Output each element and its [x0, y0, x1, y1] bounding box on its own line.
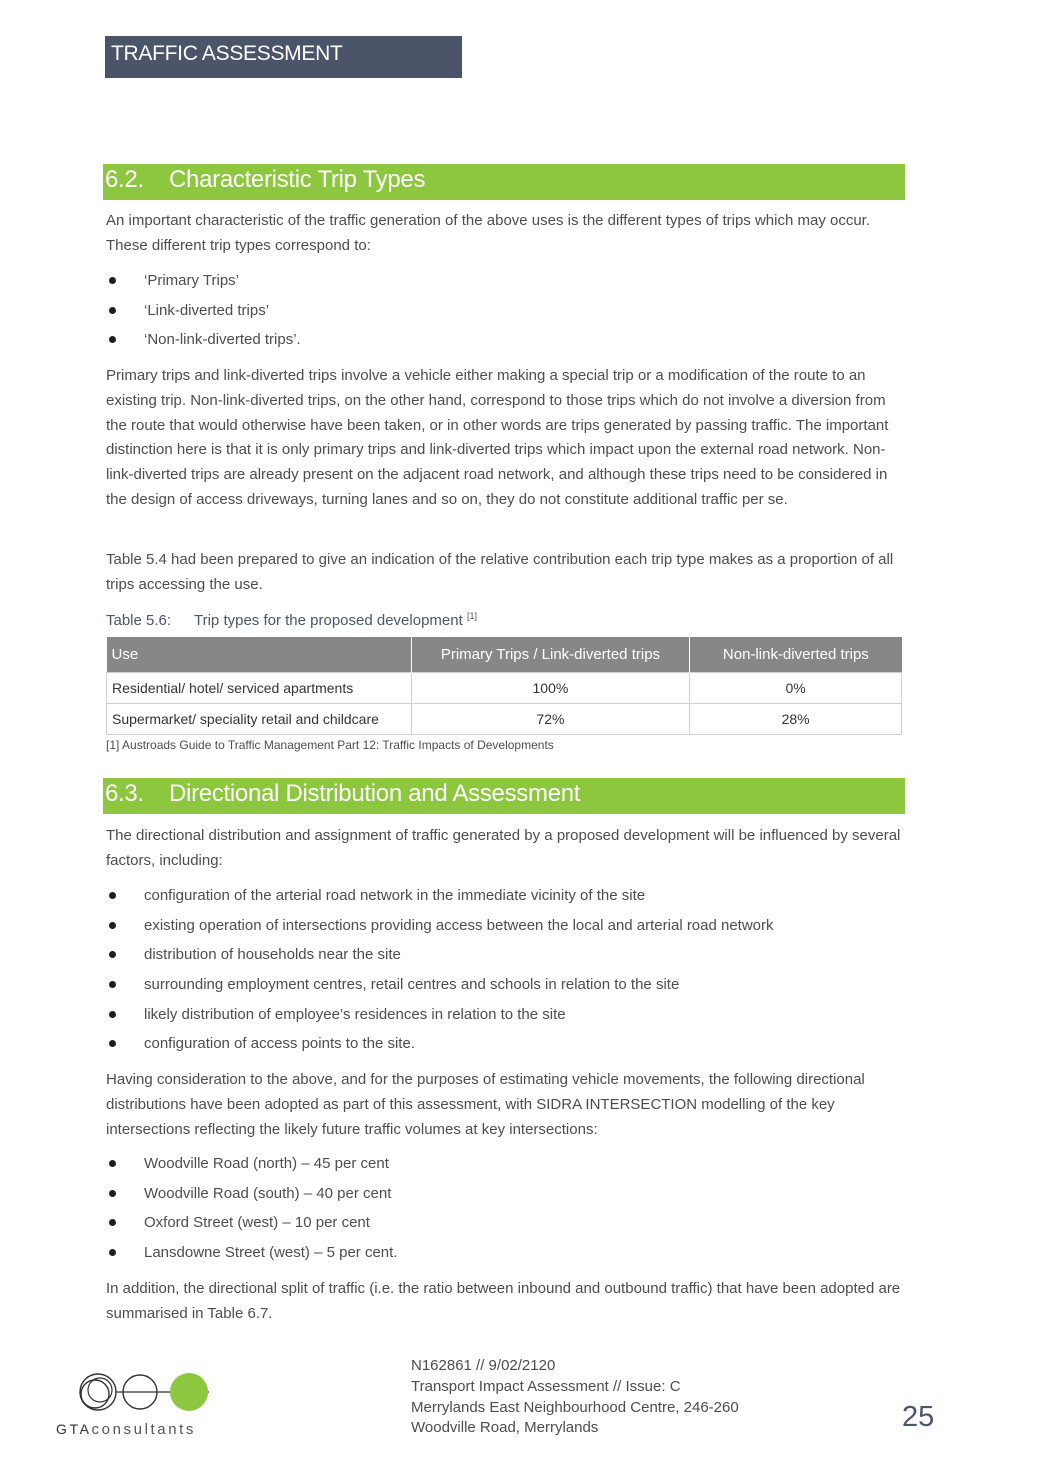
list-item-text: configuration of access points to the site. — [144, 1035, 415, 1053]
section-number: 6.3. — [105, 780, 144, 807]
list-item-text: Woodville Road (south) – 40 per cent — [144, 1184, 392, 1202]
list-item-text: Lansdowne Street (west) – 5 per cent. — [144, 1244, 398, 1262]
footer-line: Woodville Road, Merrylands — [411, 1419, 599, 1437]
column-header-use: Use — [107, 637, 412, 673]
list-item — [106, 886, 906, 916]
list-item-text: existing operation of intersections providing access between the local and arterial road network — [144, 916, 774, 934]
table-cell: 72% — [411, 704, 690, 735]
table-caption-number: Table 5.6: — [106, 612, 172, 629]
table-cell: 28% — [690, 704, 902, 735]
page-number: 25 — [902, 1401, 935, 1433]
table-row — [107, 673, 902, 704]
list-item — [106, 271, 906, 301]
column-header-non-link: Non-link-diverted trips — [690, 637, 902, 673]
list-item-text: likely distribution of employee’s residences in relation to the site — [144, 1005, 566, 1023]
section-heading-6-3 — [103, 778, 905, 814]
list-item — [106, 1184, 906, 1214]
table-caption-title: Trip types for the proposed development — [194, 612, 463, 629]
section-number: 6.2. — [105, 166, 144, 193]
bullet-icon — [109, 922, 116, 929]
list-item — [106, 1005, 906, 1035]
list-item — [106, 975, 906, 1005]
section-title: Characteristic Trip Types — [169, 166, 426, 193]
list-item — [106, 1154, 906, 1184]
list-item-text: ‘Link-diverted trips’ — [144, 301, 270, 319]
list-item-text: surrounding employment centres, retail centres and schools in relation to the site — [144, 976, 680, 994]
table-cell: Supermarket/ speciality retail and childcare — [107, 704, 412, 735]
paragraph: An important characteristic of the traffic generation of the above uses is the different types of trips which may occur. These different trip types correspond to: — [106, 212, 871, 254]
logo-wordmark-light: consultants — [91, 1421, 197, 1438]
footer-line: N162861 // 9/02/2120 — [411, 1357, 556, 1374]
list-item-text: ‘Primary Trips’ — [144, 272, 240, 289]
list-item — [106, 945, 906, 975]
table-cell: 100% — [411, 673, 690, 704]
list-item — [106, 1243, 906, 1273]
list-item-text: distribution of households near the site — [144, 946, 401, 964]
document-header — [105, 36, 462, 78]
factors-list — [106, 886, 906, 1064]
bullet-icon — [109, 277, 116, 284]
bullet-icon — [109, 336, 116, 343]
bullet-icon — [109, 307, 116, 314]
table-row — [107, 704, 902, 735]
logo-wordmark-bold: GTA — [56, 1421, 92, 1437]
column-header-primary: Primary Trips / Link-diverted trips — [411, 637, 690, 673]
list-item-text: configuration of the arterial road network in the immediate vicinity of the site — [144, 887, 646, 904]
bullet-icon — [109, 1219, 116, 1226]
bullet-icon — [109, 892, 116, 899]
section-heading-6-2 — [103, 164, 905, 200]
footer-line: Merrylands East Neighbourhood Centre, 246-260 — [411, 1398, 739, 1416]
list-item — [106, 1034, 906, 1064]
bullet-icon — [109, 1190, 116, 1197]
document-header-title: TRAFFIC ASSESSMENT — [111, 42, 343, 65]
paragraph: Primary trips and link-diverted trips involve a vehicle either making a special trip or a modification of the route to an existing trip. Non-link-diverted trips, on the other hand, correspond to those trips which do not involve a diversion from the route that would otherwise have been taken, or in other words are trips generated by passing traffic. The important distinction here is that it is only primary trips and link-diverted trips which impact upon the external road network. Non-link-diverted trips are already present on the adjacent road network, and although these trips need to be considered in the design of access driveways, turning lanes and so on, they do not constitute additional traffic per se. — [106, 367, 889, 508]
trip-types-table — [106, 637, 902, 735]
table-caption — [106, 611, 477, 629]
bullet-icon — [109, 1160, 116, 1167]
trip-types-list — [106, 271, 906, 360]
bullet-icon — [109, 951, 116, 958]
footer-info — [411, 1356, 739, 1439]
list-item — [106, 916, 906, 946]
bullet-icon — [109, 1040, 116, 1047]
list-item-text: Oxford Street (west) – 10 per cent — [144, 1214, 370, 1232]
section-title: Directional Distribution and Assessment — [169, 780, 581, 807]
bullet-icon — [109, 1249, 116, 1256]
paragraph: Having consideration to the above, and for the purposes of estimating vehicle movements, the following directional distributions have been adopted as part of this assessment, with SIDRA INTERSECTION modelling of the key intersections reflecting the likely future traffic volumes at key intersections: — [106, 1071, 865, 1138]
bullet-icon — [109, 1011, 116, 1018]
list-item — [106, 1213, 906, 1243]
table-cell: Residential/ hotel/ serviced apartments — [107, 673, 412, 704]
bullet-icon — [109, 981, 116, 988]
list-item — [106, 330, 906, 360]
table-caption-reference: [1] — [466, 611, 477, 621]
paragraph: Table 5.4 had been prepared to give an indication of the relative contribution each trip type makes as a proportion of all trips accessing the use. — [106, 551, 894, 593]
table-footnote: [1] Austroads Guide to Traffic Management Part 12: Traffic Impacts of Developments — [106, 738, 554, 752]
list-item-text: ‘Non-link-diverted trips’. — [144, 331, 301, 349]
paragraph: The directional distribution and assignment of traffic generated by a proposed development will be influenced by several factors, including: — [106, 827, 901, 869]
list-item — [106, 301, 906, 331]
footer-line: Transport Impact Assessment // Issue: C — [411, 1377, 681, 1395]
table-header-row — [107, 637, 902, 673]
logo-wordmark — [56, 1421, 196, 1438]
distribution-list — [106, 1154, 906, 1273]
paragraph: In addition, the directional split of traffic (i.e. the ratio between inbound and outbound traffic) that have been adopted are summarised in Table 6.7. — [106, 1280, 901, 1322]
list-item-text: Woodville Road (north) – 45 per cent — [144, 1155, 389, 1172]
table-cell: 0% — [690, 673, 902, 704]
